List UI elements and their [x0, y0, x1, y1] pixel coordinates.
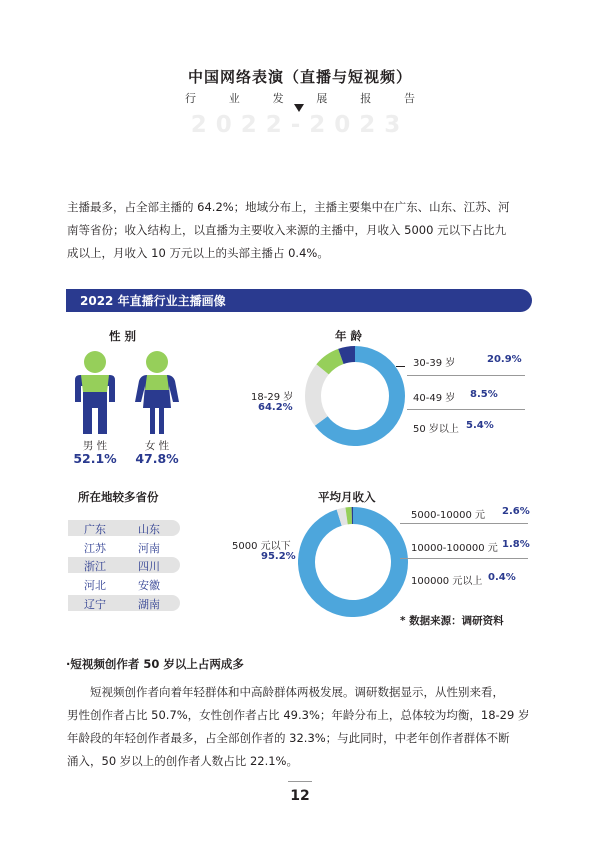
paragraph-line: 主播最多，占全部主播的 64.2%；地域分布上，主播主要集中在广东、山东、江苏、河	[67, 200, 510, 214]
male-value: 52.1%	[73, 451, 117, 466]
report-title: 中国网络表演（直播与短视频）	[187, 68, 412, 86]
gender-title: 性 别	[109, 329, 137, 343]
provinces-title: 所在地较多省份	[78, 490, 159, 504]
age-item-label: 50 岁以上	[413, 424, 459, 435]
paragraph-line: 年龄段的年轻创作者最多，占全部创作者的 32.3%；与此同时，中老年创作者群体不断	[67, 731, 510, 745]
age-slice	[341, 354, 355, 356]
report-years: 2022-2023	[190, 112, 410, 138]
subtitle-char: 行	[185, 92, 196, 105]
province-row	[68, 520, 180, 536]
age-item-value: 8.5%	[470, 389, 498, 400]
age-item-label: 30-39 岁	[413, 358, 456, 369]
age-title: 年 龄	[335, 329, 363, 343]
leader-line	[396, 366, 405, 367]
subtitle-char: 展	[316, 92, 328, 105]
province-name: 辽宁	[84, 598, 106, 611]
subtitle-char: 业	[228, 92, 240, 105]
income-slice	[307, 516, 400, 609]
section-banner	[66, 289, 532, 312]
province-name: 广东	[84, 523, 106, 536]
province-name: 浙江	[84, 560, 106, 573]
age-item-value: 5.4%	[466, 420, 494, 431]
age-slice	[323, 356, 341, 369]
divider	[407, 375, 525, 376]
banner-title: 2022 年直播行业主播画像	[80, 294, 226, 308]
subtitle-char: 告	[403, 92, 415, 105]
female-value: 47.8%	[135, 451, 179, 466]
subtitle-char: 发	[272, 92, 284, 105]
page-number: 12	[290, 788, 310, 804]
income-item-value: 2.6%	[502, 506, 530, 517]
female-figure-icon	[133, 350, 181, 436]
province-row	[68, 557, 180, 573]
income-item-label: 10000-100000 元	[411, 543, 498, 554]
province-row	[68, 595, 180, 611]
age-donut-chart	[305, 346, 405, 446]
province-name: 山东	[138, 523, 160, 536]
province-name: 江苏	[84, 542, 106, 555]
page-number-rule	[288, 781, 312, 782]
age-main-label: 18-29 岁	[251, 392, 294, 403]
income-item-value: 0.4%	[488, 572, 516, 583]
age-main-value: 64.2%	[258, 402, 293, 413]
paragraph-line: 涌入，50 岁以上的创作者人数占比 22.1%。	[67, 754, 298, 768]
subtitle-char: 报	[360, 92, 372, 105]
paragraph-line: 成以上，月收入 10 万元以上的头部主播占 0.4%。	[67, 246, 329, 260]
province-name: 河北	[84, 579, 106, 592]
divider	[400, 523, 528, 524]
income-item-value: 1.8%	[502, 539, 530, 550]
divider	[407, 409, 525, 410]
income-item-label: 5000-10000 元	[411, 510, 486, 521]
intro-paragraph	[67, 196, 537, 265]
province-name: 湖南	[138, 598, 160, 611]
province-row	[68, 576, 180, 592]
male-figure-icon	[71, 350, 119, 436]
triangle-down-icon	[294, 104, 304, 112]
section-paragraph	[67, 681, 537, 773]
income-title: 平均月收入	[318, 490, 376, 504]
paragraph-line: 南等省份；收入结构上，以直播为主要收入来源的主播中，月收入 5000 元以下占比九	[67, 223, 507, 237]
data-source-note: * 数据来源：调研资料	[400, 615, 504, 627]
divider	[400, 558, 528, 559]
province-row	[68, 539, 180, 555]
age-item-label: 40-49 岁	[413, 393, 456, 404]
income-main-value: 95.2%	[261, 551, 296, 562]
age-item-value: 20.9%	[487, 354, 522, 365]
age-slice	[313, 369, 323, 421]
female-label: 女 性	[144, 440, 170, 452]
province-name: 河南	[138, 542, 160, 555]
paragraph-line: 男性创作者占比 50.7%，女性创作者占比 49.3%；年龄分布上，总体较为均衡，18-29 岁	[67, 708, 530, 722]
income-item-label: 100000 元以上	[411, 576, 483, 587]
income-main-label: 5000 元以下	[232, 541, 291, 552]
income-slice	[339, 516, 346, 518]
section-heading: ·短视频创作者 50 岁以上占两成多	[66, 657, 244, 671]
province-name: 安徽	[138, 579, 160, 592]
province-name: 四川	[138, 560, 160, 573]
male-label: 男 性	[82, 440, 108, 452]
income-donut-chart	[298, 507, 408, 617]
paragraph-line: 短视频创作者向着年轻群体和中高龄群体两极发展。调研数据显示，从性别来看，	[67, 685, 504, 699]
